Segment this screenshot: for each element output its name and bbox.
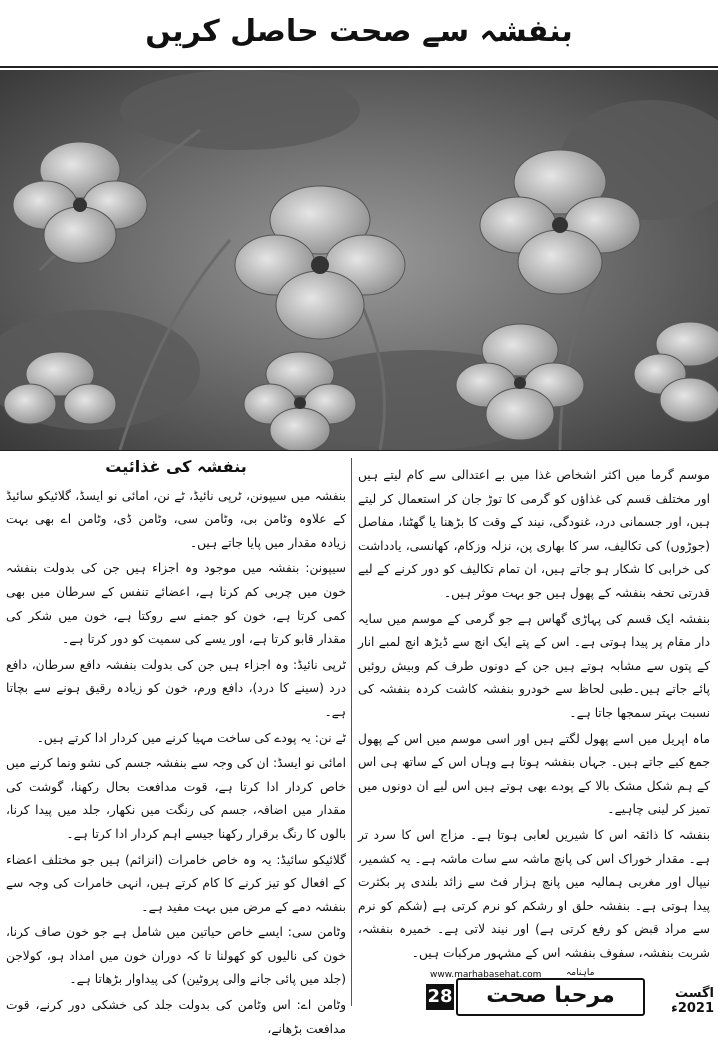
left-column [6, 455, 346, 1043]
properties-paragraph: بنفشہ کا ذائقہ اس کا شیریں لعابی ہوتا ہے۔ مزاج اس کا سرد تر ہے۔ مقدار خوراک اس کی پانچ ماشہ سے سات ماشہ ہے۔ یہ کشمیر، نیپال اور مغربی ہمالیہ میں پانچ ہزار فٹ سے زائد بلندی پر بکثرت پیدا ہوتی ہے۔ بنفشہ حلق او رشکم کو نرم کرتی ہے (شکم کو نرم سے مراد قبض کو رفع کرتی ہے) اور نیند لاتی ہے۔ خمیرہ بنفشہ، شربت بنفشہ، سفوف بنفشہ اس کے مشہور مرکبات ہیں۔ [358, 827, 710, 960]
glycoside-paragraph: گلائیکو سائیڈ: یہ وہ خاص خامرات (انزائم) ہیں جو مختلف اعضاء کے افعال کو تیز کرنے کا کام کرتے ہیں، انہی خامرات کی وجہ سے بنفشہ دمے کے مرض میں بہت مفید ہے۔ [6, 852, 346, 914]
page-title: بنفشہ سے صحت حاصل کریں [145, 14, 573, 49]
intro-paragraph: موسم گرما میں اکثر اشخاص غذا میں بے اعتدالی سے کام لیتے ہیں اور مختلف قسم کی غذاؤں کو گرمی کا توڑ جان کر استعمال کر لیتے ہیں، اور جسمانی درد، غنودگی، نیند کے وقت کا بڑھنا یا گھٹنا، مفاصل (جوڑوں) کی تکالیف، سر کا بھاری پن، نزلہ وزکام، کھانسی، یادداشت کی خرابی کا شکار ہو جاتے ہیں، ان تمام تکالیف کو دور کرنے کے لیے قدرتی تحفہ بنفشہ کے پھول ہیں جو بہت موثر ہیں۔ [358, 468, 710, 600]
column-divider [351, 458, 352, 1006]
terpenoid-paragraph: ٹرپی نائیڈ: وہ اجزاء ہیں جن کی بدولت بنفشہ دافع سرطان، دافع درد (سینے کا درد)، دافع ورم، خون کو زیادہ رقیق ہونے سے بچاتا ہے۔ [6, 657, 346, 719]
magazine-logo: مرحبا صحت [456, 978, 645, 1016]
violet-flowers-photo [0, 70, 718, 450]
issue-date: اگست 2021ء [671, 986, 714, 1016]
right-column [358, 464, 710, 967]
plant-description-paragraph: بنفشہ ایک قسم کی پہاڑی گھاس ہے جو گرمی کے موسم میں سایہ دار مقام پر پیدا ہوتی ہے۔ اس کے پتے ایک انچ سے ڈیڑھ انچ لمبے انار کے پتوں سے مشابہ ہوتے ہیں جن کے دونوں طرف کم وبیش روئیں پائے جاتے ہیں۔طبی لحاظ سے خودرو بنفشہ کاشت کردہ بنفشہ کی نسبت بہتر سمجھا جاتا ہے۔ [358, 611, 710, 720]
website-url[interactable]: www.marhabasehat.com [430, 970, 542, 980]
vitamin-a-paragraph: وٹامن اے: اس وٹامن کی بدولت جلد کی خشکی دور کرنے، قوت مدافعت بڑھانے، [6, 998, 346, 1036]
amino-acid-paragraph: امائی نو ایسڈ: ان کی وجہ سے بنفشہ جسم کی نشو ونما کرنے میں خاص کردار ادا کرتا ہے، قوت مدافعت بحال رکھنا، گوشت کی مقدار میں اضافہ، جسم کی رنگت میں نکھار، جلد میں پیدا کرنا، بالوں کا رنگ برقرار رکھنا جیسے اہم کردار ادا کرتا ہے۔ [6, 756, 346, 841]
page-footer [360, 968, 714, 1014]
nutrients-paragraph: بنفشہ میں سیپونن، ٹرپی نائیڈ، ٹے نن، امائی نو ایسڈ، گلائیکو سائیڈ کے علاوہ وٹامن بی، وٹامن سی، وٹامن ڈی، وٹامن اے بھی بہت زیادہ مقدار میں پایا جاتے ہیں۔ [6, 488, 346, 550]
saponin-paragraph: سیپونن: بنفشہ میں موجود وہ اجزاء ہیں جن کی بدولت بنفشہ خون میں چربی کم کرتا ہے، اعضائے تنفس کے سرطان میں بھی کمی کرتا ہے، خون کو جمنے سے روکتا ہے، خون میں شکر کی مقدار قابو کرتا ہے، اور یسے کی سمیت کو دور کرتا ہے۔ [6, 561, 346, 647]
vitamin-c-paragraph: وٹامن سی: ایسے خاص حیاتین میں شامل ہے جو خون صاف کرنا، خون کی نالیوں کو کھولنا تا کہ دوران خون میں امداد ہو، کولاجن (جلد میں پائی جانے والی پروٹین) کی پیداوار بڑھاتا ہے۔ [6, 925, 346, 987]
title-rule [0, 66, 718, 68]
nutrition-heading: بنفشہ کی غذائیت [105, 457, 247, 476]
flower-illustration [0, 70, 718, 450]
page-number: 28 [426, 984, 454, 1010]
photo-bottom-rule [0, 450, 718, 451]
monthly-label: ماہنامہ [566, 968, 595, 978]
flowering-season-paragraph: ماہ اپریل میں اسے پھول لگتے ہیں اور اسی موسم میں اس کے پھول جمع کیے جاتے ہیں۔ جہاں بنفشہ ہوتا ہے وہاں اس کے ساتھ ہی اس کے ہم شکل مشک بالا کے پودے بھی ہوتے ہیں اس لیے ان دونوں میں تمیز کر لینی چاہیے۔ [358, 731, 710, 817]
tannin-paragraph: ٹے نن: یہ پودے کی ساخت مہیا کرنے میں کردار ادا کرتے ہیں۔ [36, 730, 346, 745]
